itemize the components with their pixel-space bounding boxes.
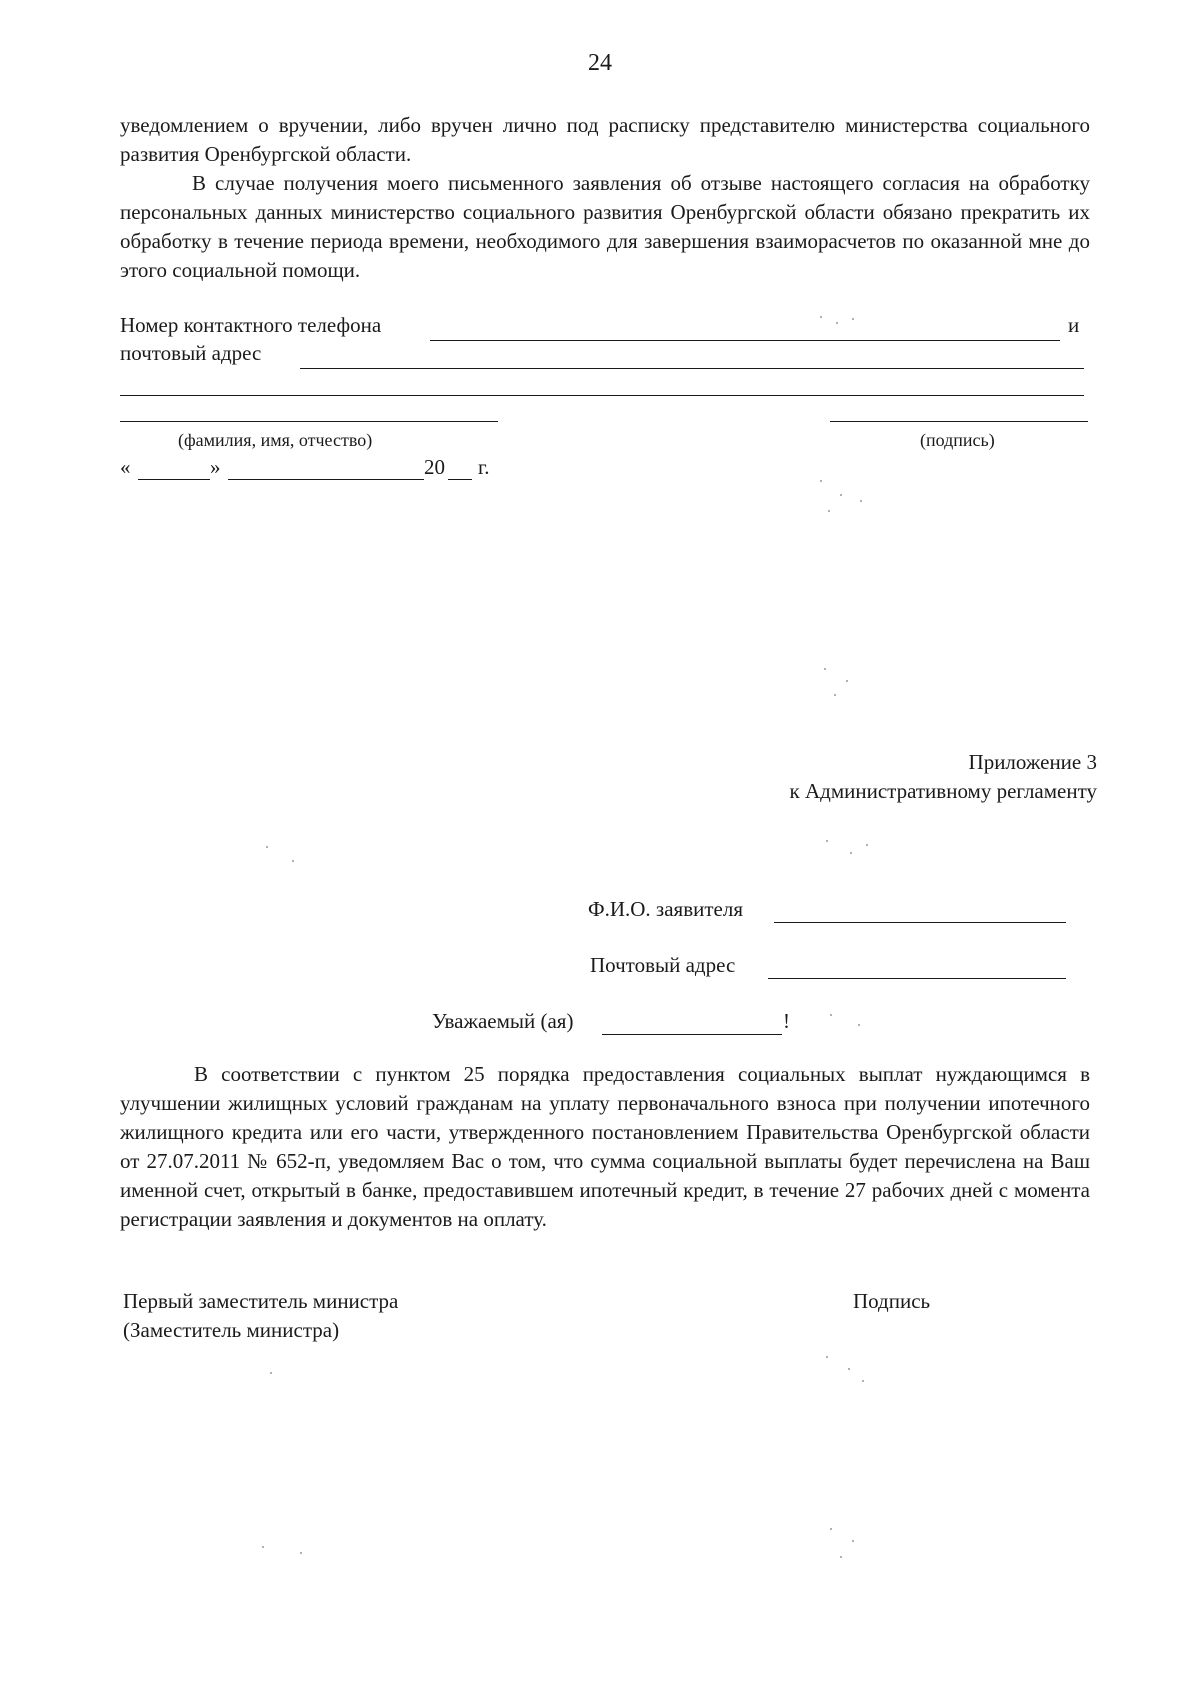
address-field-line[interactable] bbox=[300, 368, 1084, 369]
scan-speck bbox=[300, 1552, 302, 1554]
phone-label: Номер контактного телефона bbox=[120, 313, 382, 337]
postal-address-label: Почтовый адрес bbox=[590, 953, 736, 977]
date-open-quote: « bbox=[120, 455, 131, 479]
postal-address-line[interactable] bbox=[768, 978, 1066, 979]
applicant-fio-label: Ф.И.О. заявителя bbox=[588, 897, 743, 921]
signer-title-2: (Заместитель министра) bbox=[123, 1318, 340, 1342]
scan-speck bbox=[820, 480, 822, 482]
scan-speck bbox=[840, 1556, 842, 1558]
date-month-line[interactable] bbox=[228, 479, 424, 480]
signer-title-1: Первый заместитель министра bbox=[123, 1289, 399, 1313]
scan-speck bbox=[840, 494, 842, 496]
scan-speck bbox=[836, 322, 838, 324]
scan-speck bbox=[848, 1368, 850, 1370]
notice-body: В соответствии с пунктом 25 порядка предоставления социальных выплат нуждающимся в улучшении жилищных условий гражданам на уплату первоначального взноса при получении ипотечного жилищного кредита или его части, утвержденного постановлением Правительства Оренбургской области от 27.07.2011 № 652-п, уведомляем Вас о том, что сумма социальной выплаты будет перечислена на Ваш именной счет, открытый в банке, предоставившем ипотечный кредит, в течение 27 рабочих дней с момента регистрации заявления и документов на оплату. bbox=[120, 1062, 1090, 1231]
page-number: 24 bbox=[588, 50, 612, 76]
date-close-quote: » bbox=[210, 455, 221, 479]
consent-paragraph-1: уведомлением о вручении, либо вручен лично под расписку представителю министерства социального развития Оренбургской области. bbox=[120, 113, 1090, 166]
scan-speck bbox=[830, 1528, 832, 1530]
scan-speck bbox=[826, 840, 828, 842]
address-field-line-2[interactable] bbox=[120, 395, 1084, 396]
scan-speck bbox=[270, 1372, 272, 1374]
scan-speck bbox=[834, 694, 836, 696]
scan-speck bbox=[292, 860, 294, 862]
greeting-end: ! bbox=[783, 1009, 790, 1033]
scan-speck bbox=[852, 1540, 854, 1542]
greeting-name-line[interactable] bbox=[602, 1034, 782, 1035]
scan-speck bbox=[846, 680, 848, 682]
date-year-line[interactable] bbox=[448, 479, 472, 480]
appendix-title-2: к Административному регламенту bbox=[789, 779, 1097, 803]
date-year-prefix: 20 bbox=[424, 455, 445, 479]
fio-field-line[interactable] bbox=[120, 421, 498, 422]
date-day-line[interactable] bbox=[138, 479, 210, 480]
fio-caption: (фамилия, имя, отчество) bbox=[178, 430, 373, 450]
scan-speck bbox=[826, 1356, 828, 1358]
and-word: и bbox=[1068, 313, 1080, 337]
scan-speck bbox=[820, 316, 822, 318]
scan-speck bbox=[858, 1024, 860, 1026]
scan-speck bbox=[830, 1014, 832, 1016]
scan-speck bbox=[866, 844, 868, 846]
consent-paragraph-2: В случае получения моего письменного заявления об отзыве настоящего согласия на обработку персональных данных министерство социального развития Оренбургской области обязано прекратить их обработку в течение периода времени, необходимого для завершения взаиморасчетов по оказанной мне до этого социальной помощи. bbox=[120, 171, 1090, 282]
signature-label: Подпись bbox=[853, 1289, 931, 1313]
appendix-title-1: Приложение 3 bbox=[968, 750, 1097, 774]
signature-field-line[interactable] bbox=[830, 421, 1088, 422]
scan-speck bbox=[266, 846, 268, 848]
scan-speck bbox=[862, 1380, 864, 1382]
scan-speck bbox=[850, 852, 852, 854]
scan-speck bbox=[828, 510, 830, 512]
scan-speck bbox=[860, 500, 862, 502]
applicant-fio-line[interactable] bbox=[774, 922, 1066, 923]
greeting: Уважаемый (ая) bbox=[432, 1009, 574, 1033]
scan-speck bbox=[262, 1546, 264, 1548]
phone-field-line[interactable] bbox=[430, 340, 1060, 341]
address-label: почтовый адрес bbox=[120, 341, 262, 365]
signature-caption: (подпись) bbox=[920, 430, 995, 450]
scan-speck bbox=[824, 668, 826, 670]
scan-speck bbox=[852, 318, 854, 320]
date-year-suffix: г. bbox=[478, 455, 490, 479]
